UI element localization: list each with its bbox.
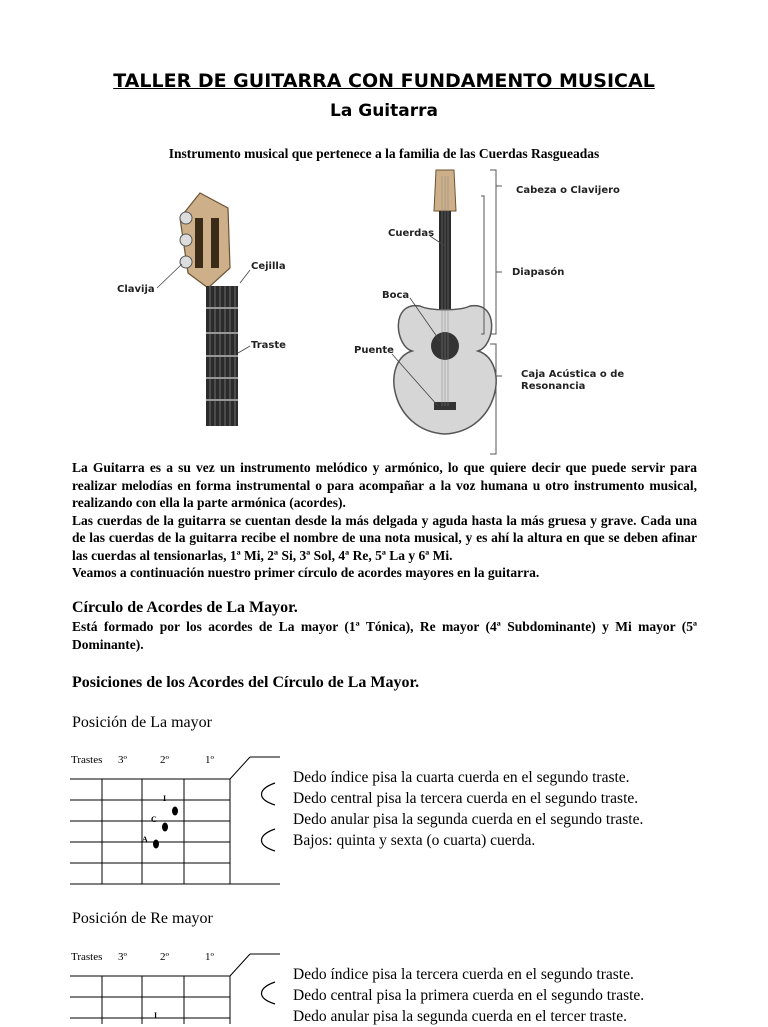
chord1-fret-2: 2º	[160, 754, 169, 766]
instruction-line: Dedo índice pisa la cuarta cuerda en el segundo traste.	[293, 769, 630, 786]
chord1-finger-label: A	[142, 835, 148, 844]
paragraph-line: Las cuerdas de la guitarra se cuentan desde la más delgada y aguda hasta la más gruesa y grave. Cada una de las cuerdas de la guitarra recibe el nombre de una nota musical, y es ahí la altura en que se deben afinar las cuerdas al tensionarlas, 1ª Mi, 2ª Si, 3ª Sol, 4ª Re, 5ª La y 6ª Mi.	[72, 512, 697, 563]
chord1-fret-1: 1º	[205, 754, 214, 766]
instruction-line: Dedo central pisa la tercera cuerda en el segundo traste.	[293, 790, 639, 807]
label-cuerdas: Cuerdas	[388, 228, 435, 239]
positions-heading: Posiciones de los Acordes del Círculo de La Mayor.	[72, 674, 420, 691]
chord1-finger-label: I	[163, 794, 167, 803]
instruction-line: Dedo anular pisa la segunda cuerda en el segundo traste.	[293, 811, 644, 828]
instruction-line: Dedo anular pisa la segunda cuerda en el tercer traste.	[293, 1008, 627, 1025]
label-puente: Puente	[354, 345, 394, 356]
paragraph-line: La Guitarra es a su vez un instrumento melódico y armónico, lo que quiere decir que puede servir para realizar melodías en forma instrumental o para acompañar a la voz humana u otro instrumento musical, realizando con ella la parte armónica (acordes).	[72, 460, 697, 510]
guitar-full-illustration	[350, 166, 630, 456]
guitar-headstock-illustration	[110, 188, 310, 428]
page-title: TALLER DE GUITARRA CON FUNDAMENTO MUSICAL	[113, 70, 655, 92]
chord1-title: Posición de La mayor	[72, 714, 212, 731]
chord2-fretboard-diagram	[70, 952, 280, 1024]
description-paragraph	[72, 459, 697, 582]
chord1-instructions	[293, 767, 643, 851]
chord2-fret-1: 1º	[205, 951, 214, 963]
circle-text: Está formado por los acordes de La mayor (1ª Tónica), Re mayor (4ª Subdominante) y Mi mayor (5ª Dominante).	[72, 619, 697, 652]
chord2-finger-label: I	[154, 1011, 158, 1020]
chord2-title: Posición de Re mayor	[72, 910, 213, 927]
instruction-line: Bajos: quinta y sexta (o cuarta) cuerda.	[293, 832, 536, 849]
intro-text: Instrumento musical que pertenece a la familia de las Cuerdas Rasgueadas	[168, 146, 600, 161]
label-caja-2: Resonancia	[521, 381, 586, 392]
chord2-frets-label: Trastes	[71, 951, 103, 963]
paragraph-line: Veamos a continuación nuestro primer círculo de acordes mayores en la guitarra.	[72, 565, 540, 580]
label-clavija: Clavija	[117, 284, 155, 295]
chord2-fret-2: 2º	[160, 951, 169, 963]
chord1-finger-label: C	[151, 815, 157, 824]
circle-heading: Círculo de Acordes de La Mayor.	[72, 599, 298, 616]
chord1-fret-3: 3º	[118, 754, 127, 766]
label-diapason: Diapasón	[512, 267, 565, 278]
label-cabeza: Cabeza o Clavijero	[516, 185, 620, 196]
label-caja-1: Caja Acústica o de	[521, 369, 625, 380]
chord1-frets-label: Trastes	[71, 754, 103, 766]
chord2-fret-3: 3º	[118, 951, 127, 963]
label-cejilla: Cejilla	[251, 261, 286, 272]
instruction-line: Dedo central pisa la primera cuerda en el segundo traste.	[293, 987, 645, 1004]
label-traste: Traste	[251, 340, 286, 351]
chord1-fretboard-diagram	[70, 755, 280, 885]
page-subtitle: La Guitarra	[330, 101, 438, 121]
chord2-instructions	[293, 964, 644, 1027]
instruction-line: Dedo índice pisa la tercera cuerda en el segundo traste.	[293, 966, 634, 983]
label-boca: Boca	[382, 290, 410, 301]
